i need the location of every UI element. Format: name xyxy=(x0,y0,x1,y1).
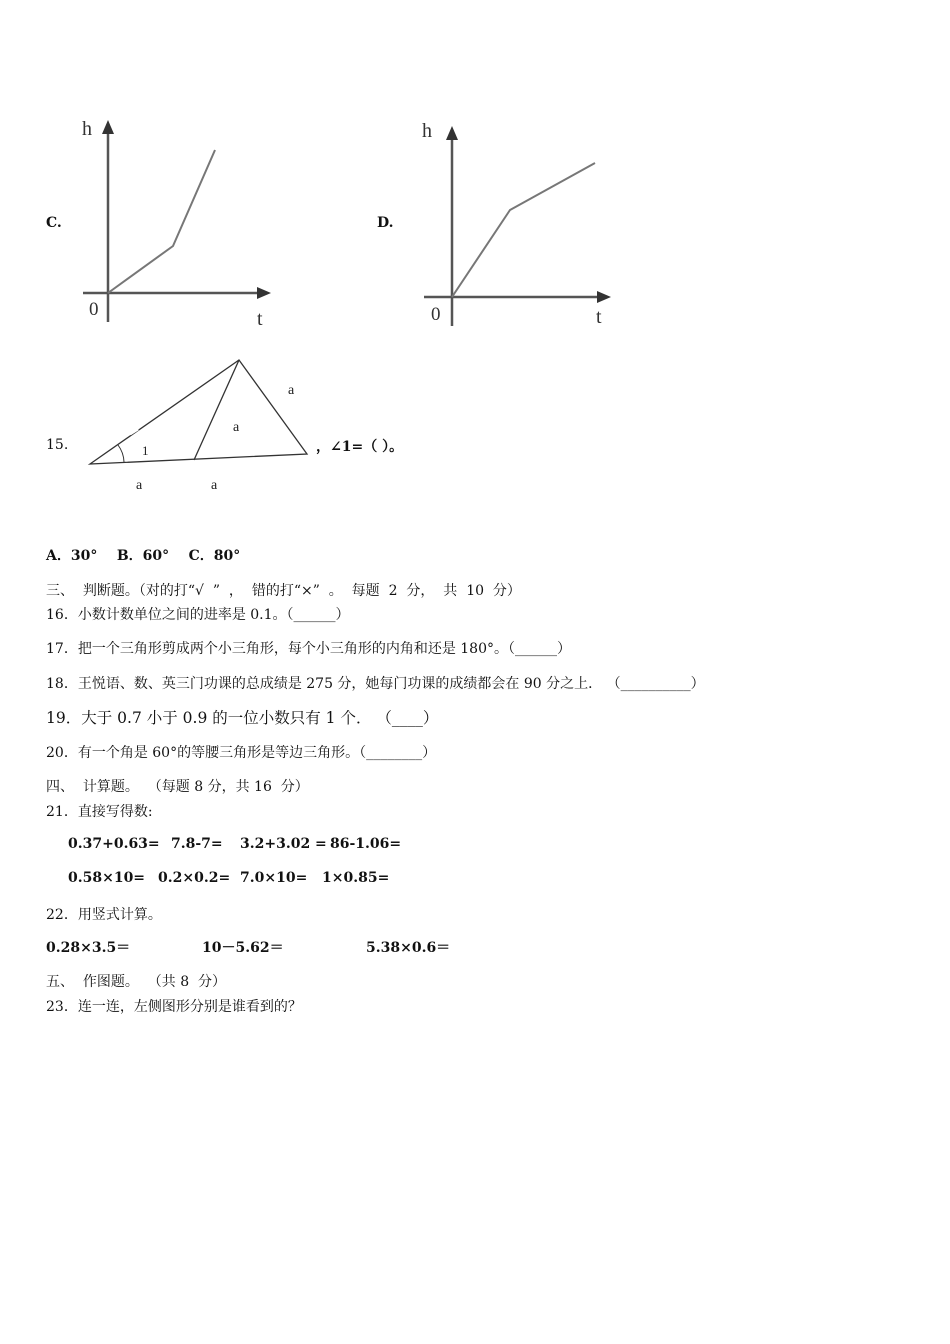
outer-triangle xyxy=(90,360,307,464)
question-23: 23．连一连，左侧图形分别是谁看到的？ xyxy=(46,999,302,1015)
label-base-right: a xyxy=(211,478,218,493)
question-21-title: 21．直接写得数: xyxy=(46,804,153,820)
axis-h-label: h xyxy=(422,120,432,142)
label-side-right: a xyxy=(288,383,295,398)
q22-item: 10－5.62＝ xyxy=(202,940,284,956)
question-20: 20．有一个角是 60°的等腰三角形是等边三角形。（________） xyxy=(46,745,437,761)
question-18: 18．王悦语、数、英三门功课的总成绩是 275 分，她每门功课的成绩都会在 90 分之上． （__________） xyxy=(46,676,705,692)
axis-t-label: t xyxy=(257,308,263,330)
option-c-label: C. xyxy=(46,215,62,231)
graph-line xyxy=(452,163,595,297)
y-axis-arrow-icon xyxy=(102,120,114,134)
q21-row2-item: 0.2×0.2= xyxy=(158,870,231,886)
q21-row1-item: 0.37+0.63= xyxy=(68,836,160,852)
q21-row2-item: 1×0.85= xyxy=(322,870,390,886)
tick-gap xyxy=(130,429,138,434)
graph-line xyxy=(108,150,215,293)
label-angle-1: 1 xyxy=(142,443,149,458)
question-17: 17．把一个三角形剪成两个小三角形，每个小三角形的内角和还是 180°。（______） xyxy=(46,641,571,657)
q21-row1-item: 3.2+3.02 = xyxy=(240,836,327,852)
q21-row1-item: 86-1.06= xyxy=(330,836,402,852)
q22-item: 5.38×0.6＝ xyxy=(366,940,451,956)
section-5-title: 五、 作图题。 （共 8 分） xyxy=(46,974,227,990)
graph-option-d xyxy=(418,113,623,335)
section-3-title: 三、 判断题。（对的打“√ ” ， 错的打“×” 。 每题 2 分， 共 10 分） xyxy=(46,583,521,599)
question-22-title: 22．用竖式计算。 xyxy=(46,907,162,923)
axis-h-label: h xyxy=(82,118,92,140)
x-axis-arrow-icon xyxy=(597,291,611,303)
axis-t-label: t xyxy=(596,306,602,328)
y-axis-arrow-icon xyxy=(446,126,458,140)
origin-label: 0 xyxy=(89,299,99,320)
option-d-label: D. xyxy=(377,215,394,231)
angle-arc xyxy=(118,445,124,462)
q21-row2-item: 0.58×10= xyxy=(68,870,146,886)
question-15-number: 15. xyxy=(46,437,69,453)
q21-row1-item: 7.8-7= xyxy=(171,836,223,852)
x-axis-arrow-icon xyxy=(257,287,271,299)
section-4-title: 四、 计算题。 （每题 8 分，共 16 分） xyxy=(46,779,309,795)
label-middle: a xyxy=(233,420,240,435)
origin-label: 0 xyxy=(431,304,441,325)
question-15-tail: ，∠1=（ ）。 xyxy=(316,439,404,455)
label-base-left: a xyxy=(136,478,143,493)
q22-item: 0.28×3.5＝ xyxy=(46,940,131,956)
question-15-options: A．30° B．60° C．80° xyxy=(46,548,241,564)
question-19: 19．大于 0.7 小于 0.9 的一位小数只有 1 个． （____） xyxy=(46,709,439,727)
graph-option-c xyxy=(75,110,280,335)
q21-row2-item: 7.0×10= xyxy=(240,870,308,886)
question-16: 16．小数计数单位之间的进率是 0.1。（______） xyxy=(46,607,350,623)
triangle-figure xyxy=(80,350,320,500)
